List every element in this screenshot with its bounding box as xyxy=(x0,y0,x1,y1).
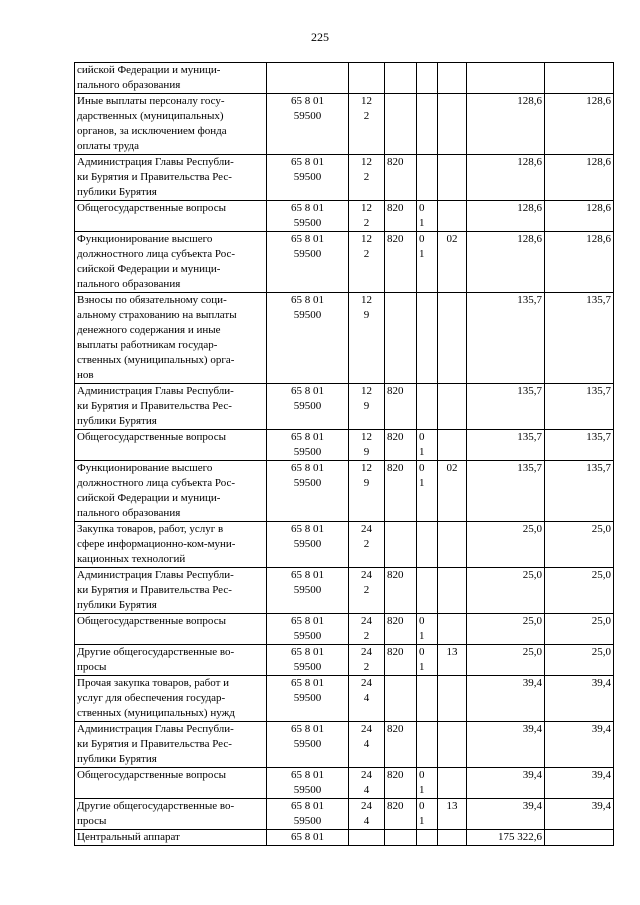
subsection-code: 13 xyxy=(438,645,467,676)
amount-second-year: 128,6 xyxy=(545,232,614,293)
budget-item-name: Функционирование высшего должностного лица субъекта Рос- сийской Федерации и муници- пального образования xyxy=(75,461,267,522)
budget-item-name: Функционирование высшего должностного лица субъекта Рос- сийской Федерации и муници- пального образования xyxy=(75,232,267,293)
section-code: 0 1 xyxy=(417,430,438,461)
amount-second-year: 135,7 xyxy=(545,384,614,430)
target-article-code: 65 8 01 59500 xyxy=(267,293,349,384)
amount-first-year: 39,4 xyxy=(467,768,545,799)
section-code: 0 1 xyxy=(417,645,438,676)
administrator-code xyxy=(385,94,417,155)
expense-type-code: 12 2 xyxy=(349,232,385,293)
amount-first-year xyxy=(467,63,545,94)
table-row xyxy=(75,568,614,614)
page-number: 225 xyxy=(311,30,329,44)
expense-type-code: 24 4 xyxy=(349,676,385,722)
table-row xyxy=(75,293,614,384)
amount-first-year: 25,0 xyxy=(467,568,545,614)
expense-type-code xyxy=(349,830,385,846)
target-article-code: 65 8 01 59500 xyxy=(267,232,349,293)
target-article-code: 65 8 01 59500 xyxy=(267,155,349,201)
expense-type-code: 12 2 xyxy=(349,201,385,232)
amount-second-year: 128,6 xyxy=(545,94,614,155)
administrator-code xyxy=(385,63,417,94)
expense-type-code: 24 2 xyxy=(349,568,385,614)
target-article-code: 65 8 01 59500 xyxy=(267,722,349,768)
budget-item-name: Другие общегосударственные во- просы xyxy=(75,645,267,676)
administrator-code: 820 xyxy=(385,155,417,201)
budget-item-name: Администрация Главы Республи- ки Бурятия и Правительства Рес- публики Бурятия xyxy=(75,722,267,768)
budget-item-name: Другие общегосударственные во- просы xyxy=(75,799,267,830)
expense-type-code: 12 2 xyxy=(349,94,385,155)
section-code xyxy=(417,155,438,201)
subsection-code xyxy=(438,201,467,232)
section-code: 0 1 xyxy=(417,461,438,522)
target-article-code: 65 8 01 59500 xyxy=(267,614,349,645)
budget-item-name: Общегосударственные вопросы xyxy=(75,768,267,799)
section-code xyxy=(417,522,438,568)
target-article-code: 65 8 01 59500 xyxy=(267,522,349,568)
section-code xyxy=(417,94,438,155)
expense-type-code: 12 9 xyxy=(349,384,385,430)
amount-first-year: 39,4 xyxy=(467,676,545,722)
amount-second-year: 39,4 xyxy=(545,722,614,768)
administrator-code xyxy=(385,676,417,722)
amount-first-year: 25,0 xyxy=(467,645,545,676)
table-row xyxy=(75,461,614,522)
amount-first-year: 25,0 xyxy=(467,614,545,645)
amount-second-year: 25,0 xyxy=(545,645,614,676)
amount-second-year: 128,6 xyxy=(545,155,614,201)
subsection-code xyxy=(438,384,467,430)
subsection-code: 02 xyxy=(438,461,467,522)
expense-type-code: 24 4 xyxy=(349,722,385,768)
amount-first-year: 135,7 xyxy=(467,461,545,522)
subsection-code xyxy=(438,293,467,384)
administrator-code xyxy=(385,522,417,568)
amount-second-year: 25,0 xyxy=(545,568,614,614)
administrator-code: 820 xyxy=(385,614,417,645)
subsection-code xyxy=(438,676,467,722)
budget-item-name: Общегосударственные вопросы xyxy=(75,201,267,232)
budget-table-body xyxy=(75,63,614,846)
budget-item-name: Прочая закупка товаров, работ и услуг для обеспечения государ- ственных (муниципальных) нужд xyxy=(75,676,267,722)
table-row xyxy=(75,430,614,461)
section-code: 0 1 xyxy=(417,232,438,293)
table-row xyxy=(75,232,614,293)
budget-item-name: Закупка товаров, работ, услуг в сфере информационно-ком-муни- кационных технологий xyxy=(75,522,267,568)
target-article-code xyxy=(267,63,349,94)
section-code xyxy=(417,830,438,846)
section-code xyxy=(417,384,438,430)
amount-second-year: 128,6 xyxy=(545,201,614,232)
amount-first-year: 39,4 xyxy=(467,799,545,830)
amount-second-year: 39,4 xyxy=(545,676,614,722)
administrator-code: 820 xyxy=(385,430,417,461)
table-row xyxy=(75,830,614,846)
table-row xyxy=(75,94,614,155)
administrator-code: 820 xyxy=(385,461,417,522)
table-row xyxy=(75,384,614,430)
subsection-code xyxy=(438,568,467,614)
amount-first-year: 175 322,6 xyxy=(467,830,545,846)
expense-type-code xyxy=(349,63,385,94)
section-code xyxy=(417,293,438,384)
administrator-code: 820 xyxy=(385,384,417,430)
amount-first-year: 128,6 xyxy=(467,94,545,155)
subsection-code xyxy=(438,155,467,201)
budget-item-name: Центральный аппарат xyxy=(75,830,267,846)
expense-type-code: 24 2 xyxy=(349,614,385,645)
expense-type-code: 24 2 xyxy=(349,522,385,568)
subsection-code xyxy=(438,522,467,568)
subsection-code xyxy=(438,63,467,94)
amount-second-year: 39,4 xyxy=(545,768,614,799)
expense-type-code: 12 9 xyxy=(349,430,385,461)
target-article-code: 65 8 01 xyxy=(267,830,349,846)
budget-item-name: Администрация Главы Республи- ки Бурятия и Правительства Рес- публики Бурятия xyxy=(75,568,267,614)
expense-type-code: 24 4 xyxy=(349,799,385,830)
target-article-code: 65 8 01 59500 xyxy=(267,568,349,614)
amount-first-year: 128,6 xyxy=(467,201,545,232)
amount-first-year: 39,4 xyxy=(467,722,545,768)
administrator-code: 820 xyxy=(385,722,417,768)
administrator-code: 820 xyxy=(385,768,417,799)
amount-second-year: 135,7 xyxy=(545,461,614,522)
administrator-code: 820 xyxy=(385,645,417,676)
target-article-code: 65 8 01 59500 xyxy=(267,768,349,799)
amount-first-year: 135,7 xyxy=(467,293,545,384)
table-row xyxy=(75,155,614,201)
target-article-code: 65 8 01 59500 xyxy=(267,94,349,155)
section-code: 0 1 xyxy=(417,768,438,799)
section-code xyxy=(417,63,438,94)
expense-type-code: 12 2 xyxy=(349,155,385,201)
amount-first-year: 135,7 xyxy=(467,384,545,430)
amount-second-year xyxy=(545,63,614,94)
table-row xyxy=(75,768,614,799)
amount-second-year: 25,0 xyxy=(545,522,614,568)
administrator-code xyxy=(385,830,417,846)
administrator-code: 820 xyxy=(385,568,417,614)
amount-first-year: 128,6 xyxy=(467,155,545,201)
target-article-code: 65 8 01 59500 xyxy=(267,430,349,461)
table-row xyxy=(75,799,614,830)
administrator-code xyxy=(385,293,417,384)
budget-item-name: Администрация Главы Республи- ки Бурятия и Правительства Рес- публики Бурятия xyxy=(75,384,267,430)
budget-item-name: Общегосударственные вопросы xyxy=(75,430,267,461)
section-code: 0 1 xyxy=(417,201,438,232)
section-code: 0 1 xyxy=(417,799,438,830)
budget-item-name: сийской Федерации и муници- пального образования xyxy=(75,63,267,94)
subsection-code xyxy=(438,768,467,799)
amount-first-year: 128,6 xyxy=(467,232,545,293)
table-row xyxy=(75,722,614,768)
table-row xyxy=(75,676,614,722)
subsection-code xyxy=(438,430,467,461)
section-code: 0 1 xyxy=(417,614,438,645)
amount-second-year: 39,4 xyxy=(545,799,614,830)
expense-type-code: 12 9 xyxy=(349,293,385,384)
administrator-code: 820 xyxy=(385,201,417,232)
target-article-code: 65 8 01 59500 xyxy=(267,645,349,676)
amount-first-year: 25,0 xyxy=(467,522,545,568)
target-article-code: 65 8 01 59500 xyxy=(267,676,349,722)
table-row xyxy=(75,614,614,645)
budget-item-name: Общегосударственные вопросы xyxy=(75,614,267,645)
budget-item-name: Взносы по обязательному соци- альному страхованию на выплаты денежного содержания и иные выплаты работникам государ- ственных (муниципальных) орга- нов xyxy=(75,293,267,384)
budget-item-name: Администрация Главы Республи- ки Бурятия и Правительства Рес- публики Бурятия xyxy=(75,155,267,201)
target-article-code: 65 8 01 59500 xyxy=(267,461,349,522)
budget-item-name: Иные выплаты персоналу госу- дарственных (муниципальных) органов, за исключением фонда оплаты труда xyxy=(75,94,267,155)
administrator-code: 820 xyxy=(385,799,417,830)
table-row xyxy=(75,201,614,232)
subsection-code xyxy=(438,722,467,768)
amount-second-year: 25,0 xyxy=(545,614,614,645)
budget-table xyxy=(74,62,614,846)
amount-first-year: 135,7 xyxy=(467,430,545,461)
target-article-code: 65 8 01 59500 xyxy=(267,799,349,830)
amount-second-year: 135,7 xyxy=(545,430,614,461)
section-code xyxy=(417,568,438,614)
table-row xyxy=(75,63,614,94)
section-code xyxy=(417,676,438,722)
section-code xyxy=(417,722,438,768)
expense-type-code: 24 4 xyxy=(349,768,385,799)
administrator-code: 820 xyxy=(385,232,417,293)
table-row xyxy=(75,645,614,676)
subsection-code: 13 xyxy=(438,799,467,830)
expense-type-code: 12 9 xyxy=(349,461,385,522)
expense-type-code: 24 2 xyxy=(349,645,385,676)
subsection-code: 02 xyxy=(438,232,467,293)
table-row xyxy=(75,522,614,568)
amount-second-year xyxy=(545,830,614,846)
subsection-code xyxy=(438,94,467,155)
target-article-code: 65 8 01 59500 xyxy=(267,201,349,232)
subsection-code xyxy=(438,830,467,846)
amount-second-year: 135,7 xyxy=(545,293,614,384)
subsection-code xyxy=(438,614,467,645)
target-article-code: 65 8 01 59500 xyxy=(267,384,349,430)
